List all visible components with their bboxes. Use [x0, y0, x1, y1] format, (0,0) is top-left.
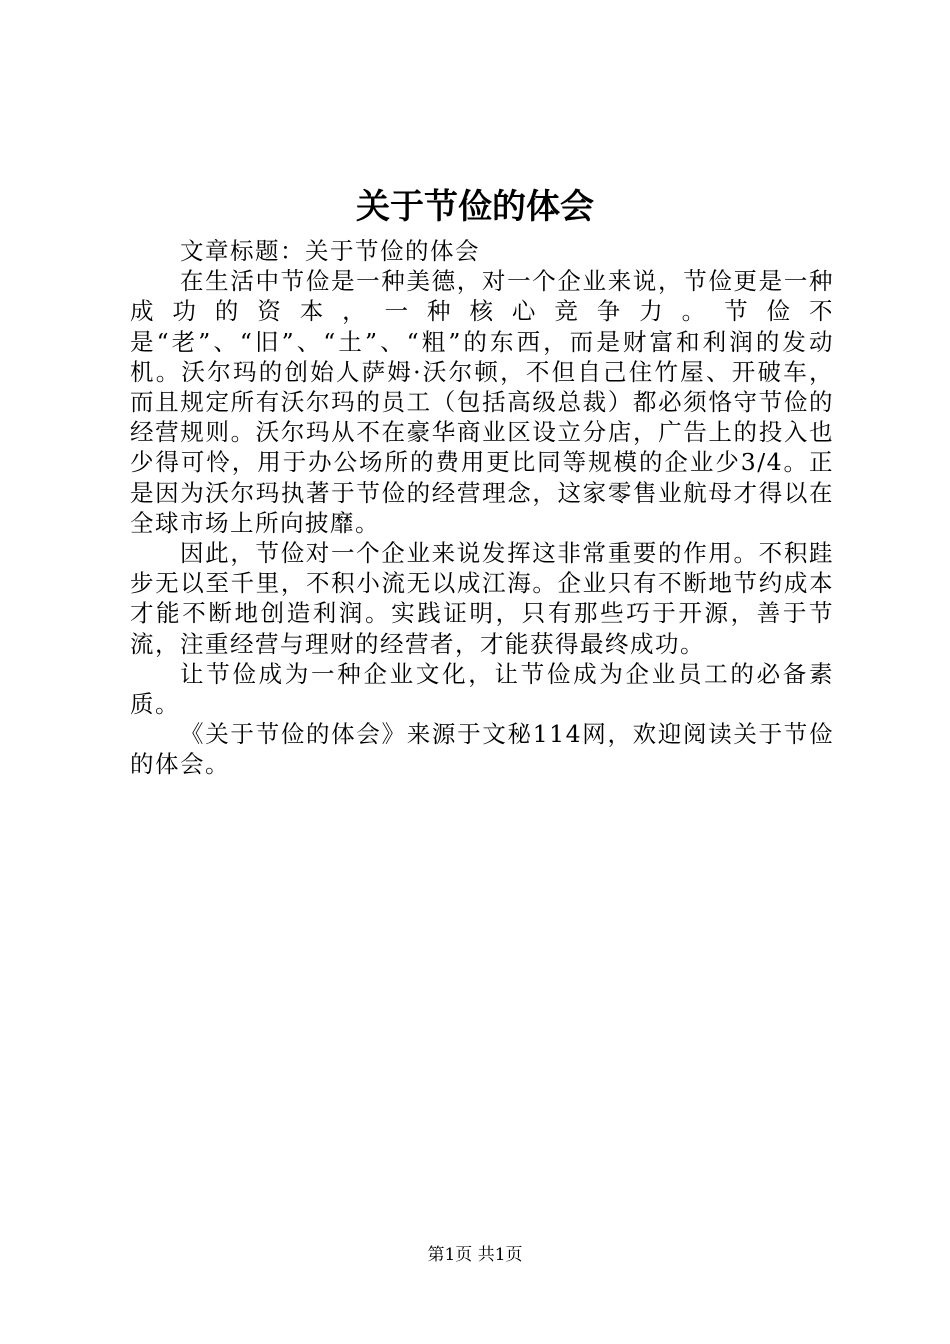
paragraph-3: 让节俭成为一种企业文化，让节俭成为企业员工的必备素质。 — [130, 659, 834, 719]
source-note: 《关于节俭的体会》来源于文秘114网，欢迎阅读关于节俭的体会。 — [130, 720, 834, 779]
page-footer: 第1页 共1页 — [427, 1245, 523, 1265]
paragraph-2: 因此，节俭对一个企业来说发挥这非常重要的作用。不积跬步无以至千里，不积小流无以成江海。企业只有不断地节约成本才能不断地创造利润。实践证明，只有那些巧于开源，善于节流，注重经营与理财的经营者，才能获得最终成功。 — [130, 539, 834, 658]
article-title-line: 文章标题：关于节俭的体会 — [180, 237, 480, 265]
document-body — [130, 236, 834, 780]
paragraph-1: 在生活中节俭是一种美德，对一个企业来说，节俭更是一种成功的资本，一种核心竞争力。节俭不是“老”、“旧”、“土”、“粗”的东西，而是财富和利润的发动机。沃尔玛的创始人萨姆·沃尔顿，不但自己住竹屋、开破车，而且规定所有沃尔玛的员工（包括高级总裁）都必须恪守节俭的经营规则。沃尔玛从不在豪华商业区设立分店，广告上的投入也少得可怜，用于办公场所的费用更比同等规模的企业少3/4。正是因为沃尔玛执著于节俭的经营理念，这家零售业航母才得以在全球市场上所向披靡。 — [130, 267, 834, 537]
document-title: 关于节俭的体会 — [356, 187, 594, 227]
